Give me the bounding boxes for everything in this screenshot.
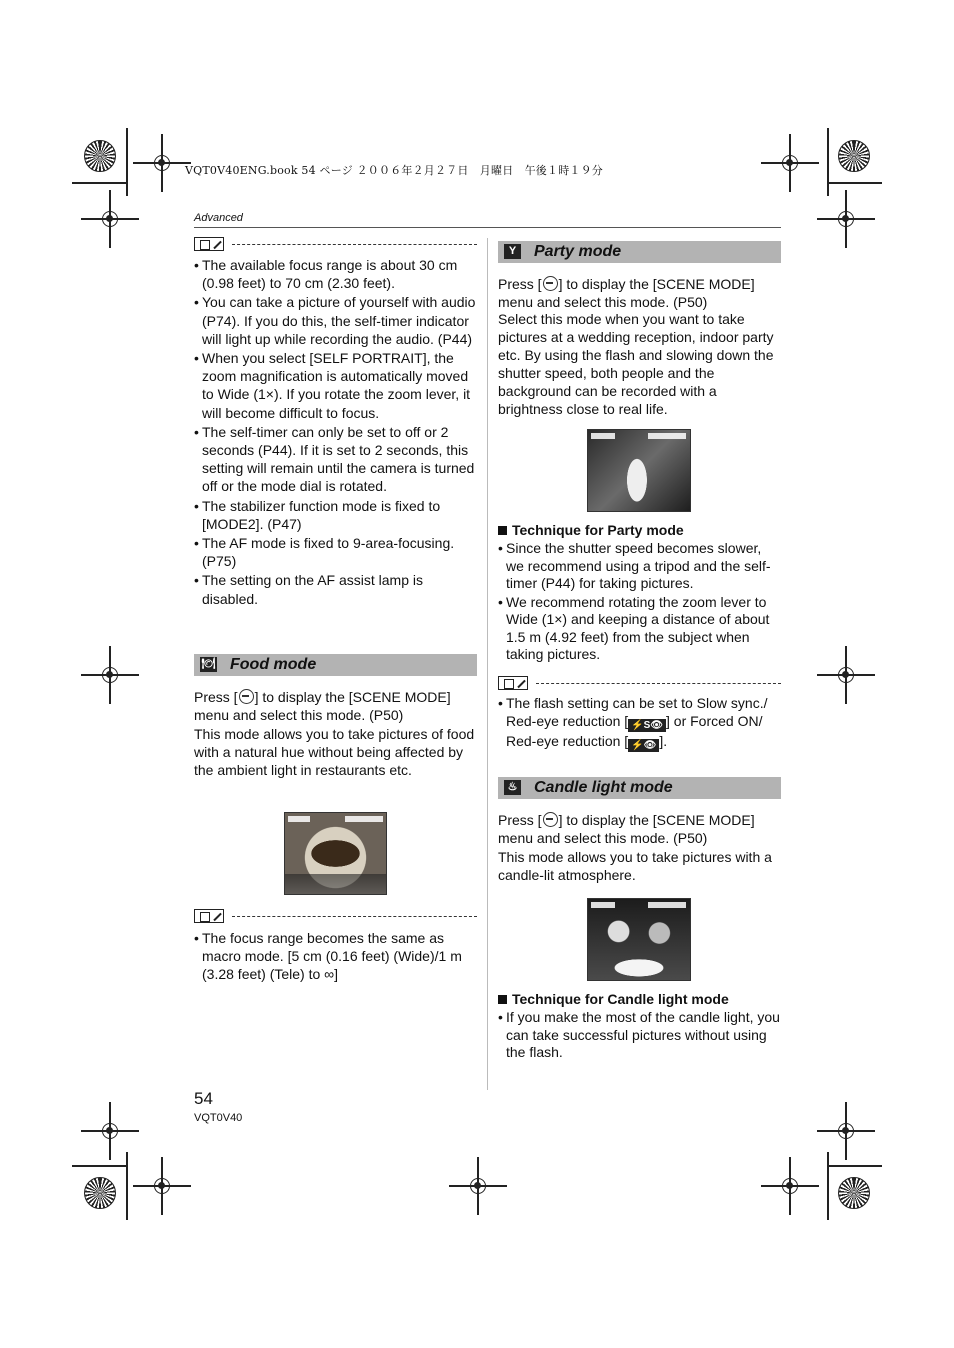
party-mode-heading: Y Party mode bbox=[498, 241, 781, 263]
crosshair-mark bbox=[463, 1171, 493, 1201]
square-bullet-icon bbox=[498, 526, 507, 535]
candle-light-mode-heading: ♨ Candle light mode bbox=[498, 777, 781, 799]
note-header bbox=[194, 909, 477, 923]
food-mode-icon: 🍽 bbox=[201, 658, 216, 670]
crop-line bbox=[72, 1165, 126, 1167]
forced-on-red-eye-icon: ⚡👁 bbox=[628, 739, 659, 752]
note-header bbox=[498, 676, 781, 690]
food-description: This mode allows you to take pictures of food with a natural hue without being affected by the ambient light in restaurants etc. bbox=[194, 726, 475, 778]
candle-light-screen-image bbox=[587, 898, 691, 981]
crop-line bbox=[72, 182, 126, 184]
crosshair-mark bbox=[147, 148, 177, 178]
square-bullet-icon bbox=[498, 995, 507, 1004]
crosshair-mark bbox=[95, 204, 125, 234]
registration-wheel-top-left bbox=[84, 140, 116, 172]
registration-wheel-bottom-left bbox=[84, 1177, 116, 1209]
food-mode-screen-image bbox=[284, 812, 387, 895]
crosshair-mark bbox=[775, 148, 805, 178]
party-technique-title: Technique for Party mode bbox=[498, 521, 684, 539]
crosshair-mark bbox=[147, 1171, 177, 1201]
list-item: • The flash setting can be set to Slow sync./ Red-eye reduction [ ⚡S👁 ] or Forced ON/ Red-eye reduction [ ⚡👁 ]. bbox=[498, 694, 782, 752]
crop-line bbox=[126, 1152, 128, 1220]
list-item: • We recommend rotating the zoom lever to Wide (1×) and keeping a distance of about 1.5 m (4.92 feet) from the subject when taking pictures. bbox=[498, 594, 782, 664]
header-rule bbox=[194, 227, 781, 228]
crop-line bbox=[828, 1165, 882, 1167]
crop-line bbox=[828, 182, 882, 184]
crosshair-mark bbox=[95, 660, 125, 690]
food-press-instruction: Press [ ] to display the [SCENE MODE] menu and select this mode. (P50) bbox=[194, 689, 451, 723]
list-item: • The self-timer can only be set to off or 2 seconds (P44). If it is set to 2 seconds, this setting will remain until the camera is turned off or the mode dial is rotated. bbox=[194, 423, 480, 496]
crop-line bbox=[827, 128, 829, 196]
crop-line bbox=[827, 1152, 829, 1220]
food-mode-heading: 🍽 Food mode bbox=[194, 654, 477, 676]
note-header bbox=[194, 237, 477, 251]
menu-set-button-icon bbox=[543, 812, 558, 827]
list-item: • When you select [SELF PORTRAIT], the zoom magnification is automatically moved to Wide (1×). If you rotate the zoom lever, it will become difficult to focus. bbox=[194, 349, 480, 422]
party-press-instruction: Press [ ] to display the [SCENE MODE] menu and select this mode. (P50) bbox=[498, 276, 755, 310]
list-item: • You can take a picture of yourself with audio (P74). If you do this, the self-timer indicator will light up while recording the audio. (P44) bbox=[194, 293, 480, 348]
menu-set-button-icon bbox=[239, 689, 254, 704]
list-item: • The available focus range is about 30 cm (0.98 feet) to 70 cm (2.30 feet). bbox=[194, 256, 480, 292]
registration-wheel-bottom-right bbox=[838, 1177, 870, 1209]
candle-description: This mode allows you to take pictures with a candle-lit atmosphere. bbox=[498, 849, 772, 883]
list-item: • The setting on the AF assist lamp is disabled. bbox=[194, 571, 480, 607]
crosshair-mark bbox=[831, 204, 861, 234]
column-divider bbox=[487, 238, 488, 1090]
note-list bbox=[194, 256, 480, 609]
list-item: • The stabilizer function mode is fixed to [MODE2]. (P47) bbox=[194, 497, 480, 533]
document-code: VQT0V40 bbox=[194, 1112, 243, 1124]
note-icon bbox=[498, 676, 528, 690]
party-description: Select this mode when you want to take pictures at a wedding reception, indoor party etc. By using the flash and slowing down the shutter speed, both people and the background can be recorded with a brightness close to real life. bbox=[498, 311, 774, 417]
menu-set-button-icon bbox=[543, 276, 558, 291]
note-icon bbox=[194, 237, 224, 251]
candle-technique-title: Technique for Candle light mode bbox=[498, 990, 729, 1008]
party-technique-list bbox=[498, 540, 782, 665]
crop-line bbox=[126, 128, 128, 196]
crosshair-mark bbox=[95, 1116, 125, 1146]
list-item: • The focus range becomes the same as macro mode. [5 cm (0.16 feet) (Wide)/1 m (3.28 feet) (Tele) to ∞] bbox=[194, 929, 480, 984]
list-item: • The AF mode is fixed to 9-area-focusing. (P75) bbox=[194, 534, 480, 570]
candle-press-instruction: Press [ ] to display the [SCENE MODE] menu and select this mode. (P50) bbox=[498, 812, 755, 846]
page-number: 54 bbox=[194, 1089, 213, 1108]
book-header-line: VQT0V40ENG.book 54 ページ ２００６年２月２７日 月曜日 午後１時１９分 bbox=[185, 164, 604, 177]
candle-mode-icon: ♨ bbox=[504, 780, 521, 795]
crosshair-mark bbox=[775, 1171, 805, 1201]
party-mode-icon: Y bbox=[504, 244, 521, 259]
party-mode-screen-image bbox=[587, 429, 691, 512]
note-list bbox=[194, 929, 480, 985]
note-icon bbox=[194, 909, 224, 923]
registration-wheel-top-right bbox=[838, 140, 870, 172]
list-item: • If you make the most of the candle light, you can take successful pictures without using the flash. bbox=[498, 1009, 782, 1062]
list-item: • Since the shutter speed becomes slower, we recommend using a tripod and the self-timer (P44) for taking pictures. bbox=[498, 540, 782, 593]
candle-technique-list bbox=[498, 1009, 782, 1063]
slow-sync-red-eye-icon: ⚡S👁 bbox=[628, 719, 666, 732]
crosshair-mark bbox=[831, 660, 861, 690]
crosshair-mark bbox=[831, 1116, 861, 1146]
section-label: Advanced bbox=[194, 212, 243, 224]
note-list bbox=[498, 694, 782, 753]
